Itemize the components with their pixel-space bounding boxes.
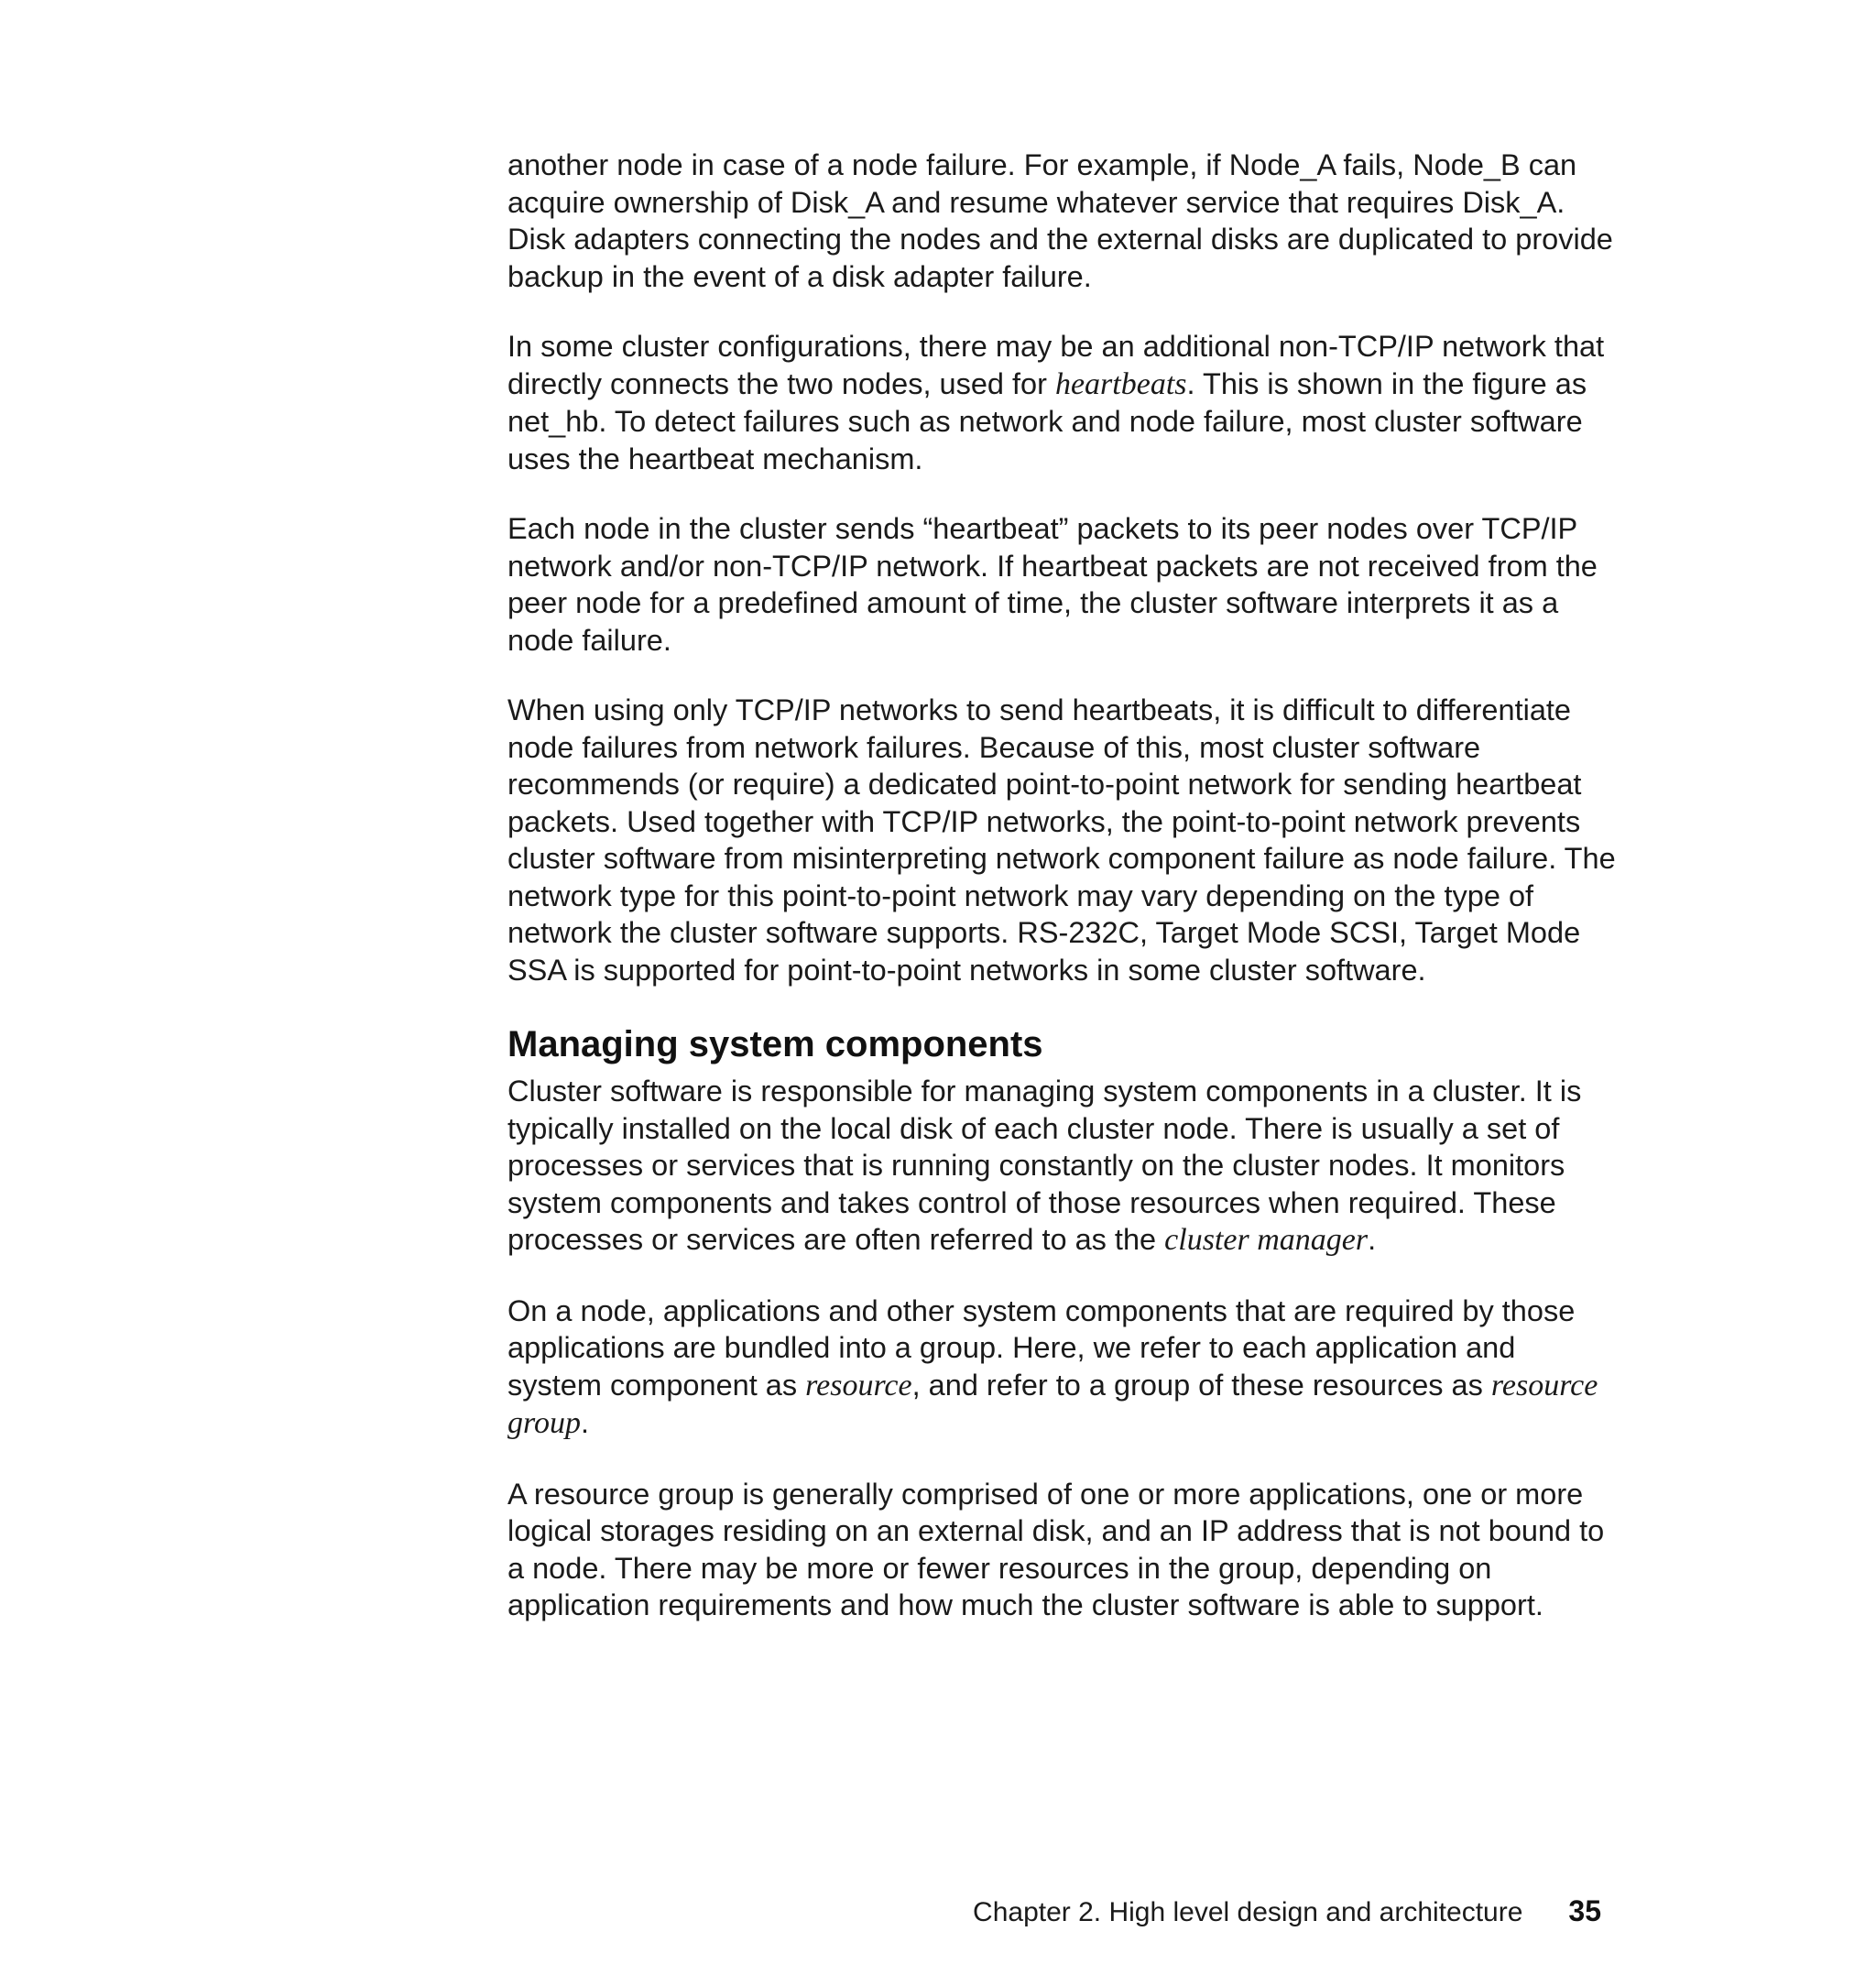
section-heading: Managing system components: [507, 1024, 1043, 1064]
paragraph-text: In some cluster configurations, there may be an additional non-TCP/IP network that directly connects the two nodes, used for: [507, 330, 1605, 400]
paragraph-text: A resource group is generally comprised of one or more applications, one or more logical storages residing on an external disk, and an IP address that is not bound to a node. There may be more or fewer resources in the group, depending on application requirements and how much the cluster software is able to support.: [507, 1477, 1605, 1621]
bottom-paragraphs: [507, 1073, 1616, 1624]
paragraph-text: .: [580, 1406, 590, 1439]
paragraph: [507, 1293, 1616, 1443]
emphasized-term: heartbeats: [1054, 366, 1187, 401]
page-footer: [973, 1894, 1601, 1928]
paragraph-text: Cluster software is responsible for managing system components in a cluster. It is typically installed on the local disk of each cluster node. There is usually a set of processes or services that is running constantly on the cluster nodes. It monitors system components and takes control of those resources when required. These processes or services are often referred to as the: [507, 1075, 1582, 1256]
paragraph-text: another node in case of a node failure. For example, if Node_A fails, Node_B can acquire ownership of Disk_A and resume whatever service that requires Disk_A. Disk adapters connecting the nodes and the external disks are duplicated to provide backup in the event of a disk adapter failure.: [507, 148, 1613, 293]
emphasized-term: cluster manager: [1164, 1223, 1369, 1257]
paragraph-text: When using only TCP/IP networks to send heartbeats, it is difficult to differentiate node failures from network failures. Because of this, most cluster software recommends (or require) a dedicated point-to-point network for sending heartbeat packets. Used together with TCP/IP networks, the point-to-point network prevents cluster software from misinterpreting network component failure as node failure. The network type for this point-to-point network may vary depending on the type of network the cluster software supports. RS-232C, Target Mode SCSI, Target Mode SSA is supported for point-to-point networks in some cluster software.: [507, 693, 1616, 987]
page-number: 35: [1568, 1894, 1601, 1927]
footer-chapter-title: Chapter 2. High level design and architecture: [973, 1897, 1523, 1927]
paragraph-text: .: [1368, 1223, 1377, 1256]
paragraph: [507, 692, 1616, 988]
paragraph-text: On a node, applications and other system components that are required by those applications are bundled into a group. Here, we refer to each application and system component as: [507, 1293, 1576, 1402]
emphasized-term: resource: [805, 1368, 912, 1402]
top-paragraphs: [507, 147, 1616, 988]
paragraph: [507, 328, 1616, 477]
paragraph-text: , and refer to a group of these resources as: [911, 1368, 1491, 1402]
paragraph: [507, 147, 1616, 295]
paragraph: [507, 1476, 1616, 1624]
paragraph: [507, 510, 1616, 659]
emphasized-term: resource group: [507, 1368, 1598, 1440]
paragraph-text: . This is shown in the figure as net_hb. To detect failures such as network and node failure, most cluster software uses the heartbeat mechanism.: [507, 366, 1587, 475]
paragraph: [507, 1073, 1616, 1260]
paragraph-text: Each node in the cluster sends “heartbeat” packets to its peer nodes over TCP/IP network and/or non-TCP/IP network. If heartbeat packets are not received from the peer node for a predefined amount of time, the cluster software interprets it as a node failure.: [507, 512, 1598, 657]
body-text: [507, 147, 1616, 1657]
